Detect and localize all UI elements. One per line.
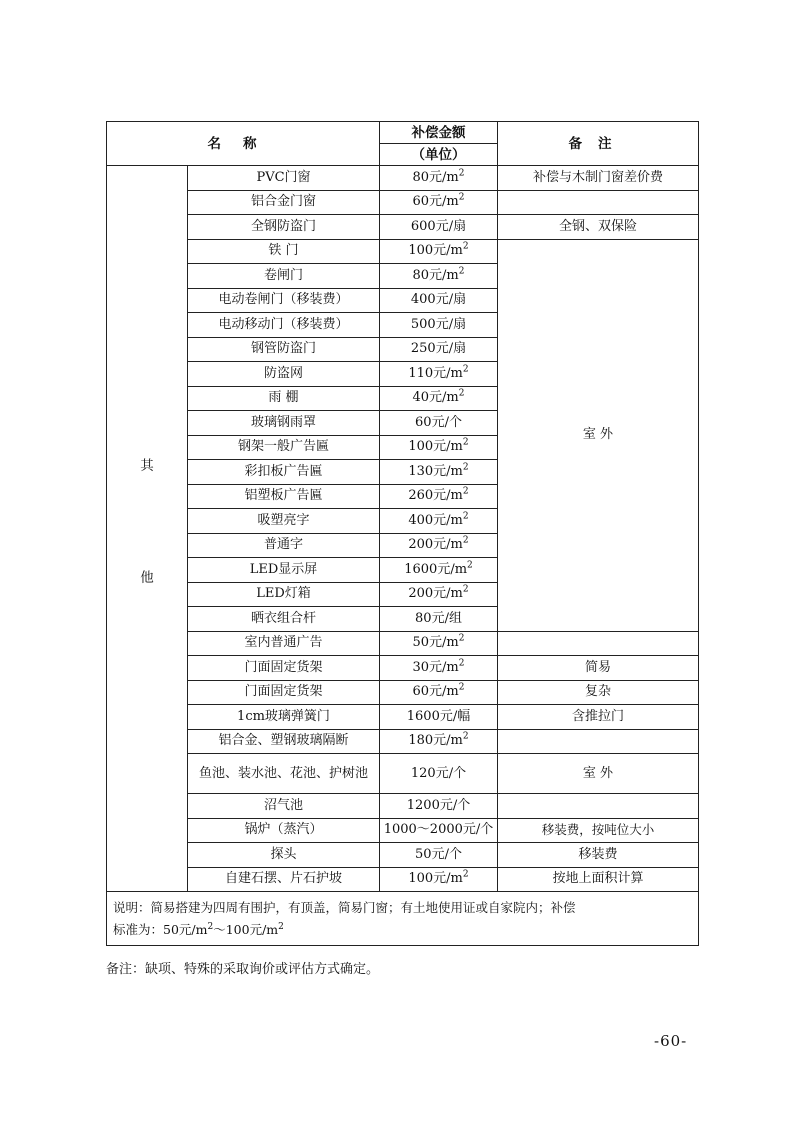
amount-value: 100元/m <box>408 243 463 259</box>
amount-value: 260元/m <box>408 488 463 504</box>
item-amount <box>380 729 498 754</box>
amount-value: 60元/m <box>412 684 459 700</box>
unit-superscript: 2 <box>458 682 465 693</box>
note-text: 标准为：50元/m <box>113 921 208 937</box>
item-amount <box>380 582 498 607</box>
table-row <box>107 215 699 240</box>
item-remark: 含推拉门 <box>498 705 699 730</box>
amount-value: 250元/扇 <box>410 341 467 357</box>
item-remark <box>498 631 699 656</box>
item-amount <box>380 215 498 240</box>
category-char: 其 <box>140 458 154 474</box>
item-amount <box>380 239 498 264</box>
table-row <box>107 631 699 656</box>
merged-remark-outdoor: 室 外 <box>498 239 699 631</box>
amount-value: 100元/m <box>408 871 463 887</box>
item-remark <box>498 794 699 819</box>
item-name: 吸塑亮字 <box>188 509 380 534</box>
item-amount <box>380 509 498 534</box>
note-line: 说明：简易搭建为四周有围护，有顶盖，简易门窗；有土地使用证或自家院内；补偿 <box>113 899 576 915</box>
amount-value: 1600元/幅 <box>406 708 471 724</box>
item-name: LED灯箱 <box>188 582 380 607</box>
unit-superscript: 2 <box>467 560 473 571</box>
unit-superscript: 2 <box>207 921 214 932</box>
item-remark: 室 外 <box>498 754 699 794</box>
item-amount <box>380 362 498 387</box>
unit-superscript: 2 <box>462 364 469 375</box>
item-amount <box>380 818 498 843</box>
item-name: 门面固定货架 <box>188 656 380 681</box>
amount-value: 180元/m <box>408 733 463 749</box>
table-row <box>107 818 699 843</box>
item-name: 铝塑板广告匾 <box>188 484 380 509</box>
table-row <box>107 656 699 681</box>
amount-value: 110元/m <box>408 365 463 381</box>
item-name: 1cm玻璃弹簧门 <box>188 705 380 730</box>
table-row <box>107 705 699 730</box>
amount-value: 1200元/个 <box>406 797 471 813</box>
item-amount <box>380 656 498 681</box>
item-amount <box>380 313 498 338</box>
item-remark: 按地上面积计算 <box>498 867 699 892</box>
item-name: 彩扣板广告匾 <box>188 460 380 485</box>
table-row <box>107 190 699 215</box>
item-amount <box>380 460 498 485</box>
item-name: 防盗网 <box>188 362 380 387</box>
item-remark: 补偿与木制门窗差价费 <box>498 166 699 191</box>
item-name: 钢管防盗门 <box>188 337 380 362</box>
unit-superscript: 2 <box>458 633 465 644</box>
item-amount <box>380 337 498 362</box>
amount-value: 60元/m <box>412 194 459 210</box>
item-amount <box>380 794 498 819</box>
item-name: 探头 <box>188 843 380 868</box>
item-amount <box>380 484 498 509</box>
table-row <box>107 843 699 868</box>
item-amount <box>380 435 498 460</box>
note-row <box>107 892 699 946</box>
unit-superscript: 2 <box>458 168 465 179</box>
item-amount <box>380 190 498 215</box>
unit-superscript: 2 <box>278 921 284 932</box>
item-name: 电动卷闸门（移装费） <box>188 288 380 313</box>
item-name: 室内普通广告 <box>188 631 380 656</box>
item-name: 铁 门 <box>188 239 380 264</box>
table-row <box>107 239 699 264</box>
item-name: 鱼池、装水池、花池、护树池 <box>188 754 380 794</box>
table-row <box>107 680 699 705</box>
item-amount <box>380 680 498 705</box>
item-amount <box>380 533 498 558</box>
amount-value: 80元/m <box>412 267 459 283</box>
header-remark: 备注 <box>498 122 699 166</box>
amount-value: 60元/个 <box>415 414 462 430</box>
unit-superscript: 2 <box>462 241 469 252</box>
item-amount <box>380 411 498 436</box>
item-amount <box>380 386 498 411</box>
item-name: 铝合金门窗 <box>188 190 380 215</box>
amount-value: 30元/m <box>412 659 459 675</box>
item-amount <box>380 843 498 868</box>
unit-superscript: 2 <box>458 658 465 669</box>
item-name: 门面固定货架 <box>188 680 380 705</box>
item-amount <box>380 288 498 313</box>
amount-value: 200元/m <box>408 537 463 553</box>
amount-value: 120元/个 <box>410 765 467 781</box>
item-amount <box>380 607 498 632</box>
unit-superscript: 2 <box>462 535 469 546</box>
item-remark: 复杂 <box>498 680 699 705</box>
item-remark <box>498 190 699 215</box>
unit-superscript: 2 <box>462 584 469 595</box>
category-cell <box>107 166 188 892</box>
unit-superscript: 2 <box>458 388 465 399</box>
table-row <box>107 794 699 819</box>
amount-value: 500元/扇 <box>410 316 467 332</box>
item-name: 卷闸门 <box>188 264 380 289</box>
item-name: LED显示屏 <box>188 558 380 583</box>
item-name: 电动移动门（移装费） <box>188 313 380 338</box>
table-row <box>107 166 699 191</box>
item-amount <box>380 754 498 794</box>
item-name: 钢架一般广告匾 <box>188 435 380 460</box>
unit-superscript: 2 <box>462 437 469 448</box>
amount-value: 40元/m <box>412 390 459 406</box>
item-name: 雨 棚 <box>188 386 380 411</box>
item-amount <box>380 631 498 656</box>
note-line <box>113 919 692 941</box>
amount-value: 80元/m <box>412 169 459 185</box>
item-name: 晒衣组合杆 <box>188 607 380 632</box>
item-amount <box>380 166 498 191</box>
item-name: 沼气池 <box>188 794 380 819</box>
table-row <box>107 729 699 754</box>
item-name: 普通字 <box>188 533 380 558</box>
amount-value: 50元/个 <box>415 846 462 862</box>
compensation-table <box>106 121 699 946</box>
unit-superscript: 2 <box>462 486 469 497</box>
item-amount <box>380 264 498 289</box>
amount-value: 130元/m <box>408 463 463 479</box>
amount-value: 600元/扇 <box>410 218 467 234</box>
amount-value: 400元/扇 <box>410 292 467 308</box>
amount-value: 1000～2000元/个 <box>383 822 494 838</box>
header-amount-unit: （单位） <box>380 144 498 166</box>
item-amount <box>380 867 498 892</box>
note-cell <box>107 892 699 946</box>
item-name: 玻璃钢雨罩 <box>188 411 380 436</box>
item-remark: 简易 <box>498 656 699 681</box>
unit-superscript: 2 <box>458 192 465 203</box>
item-name: 铝合金、塑钢玻璃隔断 <box>188 729 380 754</box>
unit-superscript: 2 <box>462 462 469 473</box>
unit-superscript: 2 <box>462 731 469 742</box>
amount-value: 80元/组 <box>415 610 462 626</box>
amount-value: 400元/m <box>408 512 463 528</box>
item-name: PVC门窗 <box>188 166 380 191</box>
header-amount-top: 补偿金额 <box>380 122 498 144</box>
item-amount <box>380 705 498 730</box>
item-remark: 移装费，按吨位大小 <box>498 818 699 843</box>
footnote: 备注：缺项、特殊的采取询价或评估方式确定。 <box>106 962 380 977</box>
unit-superscript: 2 <box>462 869 469 880</box>
item-remark: 全钢、双保险 <box>498 215 699 240</box>
item-amount <box>380 558 498 583</box>
item-remark <box>498 729 699 754</box>
table-row <box>107 867 699 892</box>
header-name: 名称 <box>107 122 380 166</box>
category-char: 他 <box>140 570 154 586</box>
item-name: 锅炉（蒸汽） <box>188 818 380 843</box>
table-row <box>107 754 699 794</box>
item-name: 自建石摆、片石护坡 <box>188 867 380 892</box>
amount-value: 200元/m <box>408 586 463 602</box>
amount-value: 50元/m <box>412 635 459 651</box>
page-number: -60- <box>654 1032 688 1050</box>
item-remark: 移装费 <box>498 843 699 868</box>
note-text: ～100元/m <box>213 921 279 937</box>
unit-superscript: 2 <box>462 511 469 522</box>
amount-value: 100元/m <box>408 439 463 455</box>
amount-value: 1600元/m <box>404 561 468 577</box>
item-name: 全钢防盗门 <box>188 215 380 240</box>
unit-superscript: 2 <box>458 266 465 277</box>
